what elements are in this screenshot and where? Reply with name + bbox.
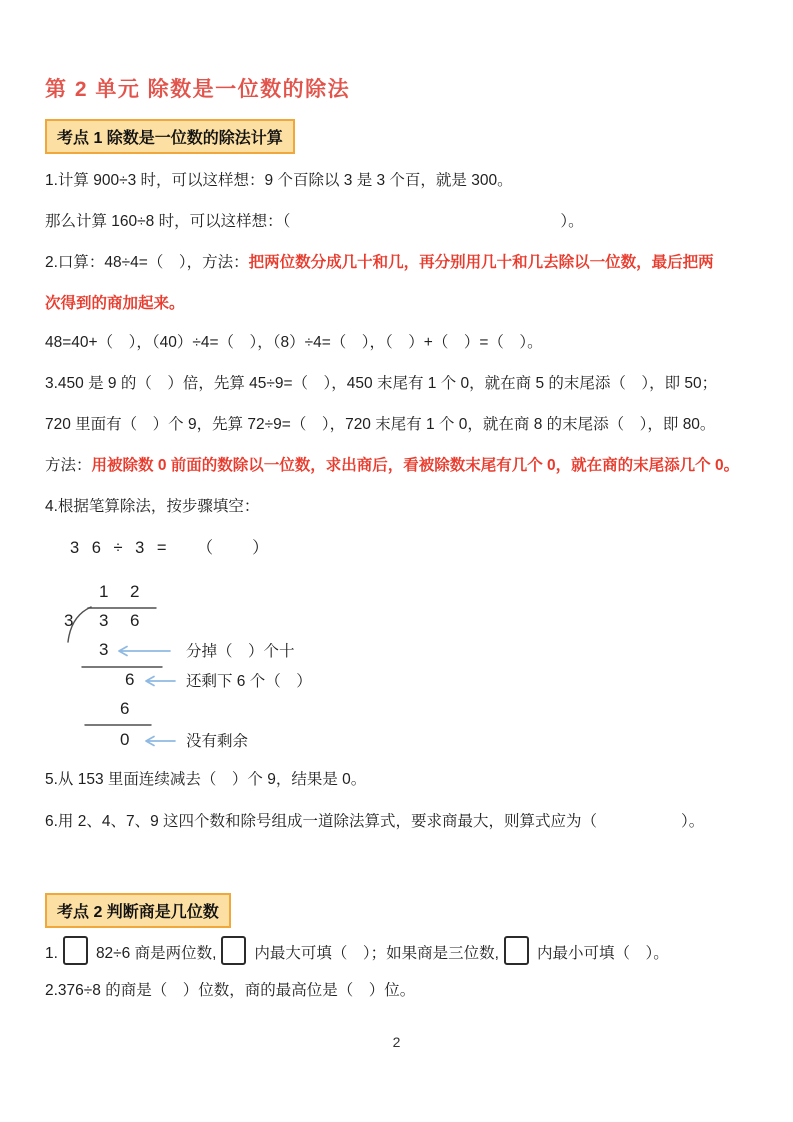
fill-in-box <box>504 936 529 965</box>
section-header-kaodian2: 考点 2 判断商是几位数 <box>45 893 231 928</box>
page-number: 2 <box>392 1034 401 1050</box>
q3-method-label: 方法： <box>45 457 92 474</box>
dividend-ones: 6 <box>130 611 140 630</box>
arrow-left-icon <box>119 647 170 656</box>
step2-label: 还剩下 6 个（ ） <box>186 673 312 690</box>
q2-line3: 48=40+（ ），（40）÷4=（ ），（8）÷4=（ ），（ ）+（ ）=（ ）。 <box>45 334 543 351</box>
divisor: 3 <box>64 611 74 630</box>
k2-q1-number: 1. <box>45 945 58 962</box>
k2-q2-line: 2.376÷8 的商是（ ）位数，商的最高位是（ ）位。 <box>45 982 416 999</box>
q1-line2 <box>45 210 753 233</box>
k2-q1-seg1: 82÷6 商是两位数, <box>95 945 217 962</box>
q4-equation: 3 6 ÷ 3 = <box>70 539 171 557</box>
q2-method-red-part1: 把两位数分成几十和几，再分别用几十和几去除以一位数，最后把两 <box>248 254 714 271</box>
q6-prefix: 6.用 2、4、7、9 这四个数和除号组成一道除法算式，要求商最大，则算式应为（ <box>45 813 598 830</box>
arrow-left-icon <box>146 677 175 686</box>
q3-method-red: 用被除数 0 前面的数除以一位数，求出商后，看被除数末尾有几个 0，就在商的末尾添几个 0。 <box>91 457 740 474</box>
q1-line2-prefix: 那么计算 160÷8 时，可以这样想：（ <box>45 213 291 230</box>
q4-line1: 4.根据笔算除法，按步骤填空： <box>45 498 260 515</box>
q4-equation-line <box>45 537 753 560</box>
step2-value: 6 <box>125 670 135 689</box>
step1-value: 3 <box>99 640 109 659</box>
quotient-ones: 2 <box>130 582 140 601</box>
q6-line <box>45 810 753 833</box>
step3-value: 6 <box>120 699 130 718</box>
q1-line2-suffix: ）。 <box>560 213 584 230</box>
fill-in-box <box>63 936 88 965</box>
q3-line2: 720 里面有（ ）个 9，先算 72÷9=（ ），720 末尾有 1 个 0，就在商 8 的末尾添（ ），即 80。 <box>45 416 716 433</box>
unit-title: 第 2 单元 除数是一位数的除法 <box>45 78 351 101</box>
q5-line: 5.从 153 里面连续减去（ ）个 9，结果是 0。 <box>45 771 367 788</box>
long-division-diagram <box>58 578 428 770</box>
q6-suffix: ）。 <box>681 813 705 830</box>
fill-in-box <box>221 936 246 965</box>
remainder-label: 没有剩余 <box>186 733 249 750</box>
q2-prefix: 2.口算：48÷4=（ ），方法： <box>45 254 249 271</box>
k2-q1-seg2: 内最大可填（ ）；如果商是三位数, <box>254 945 499 962</box>
step1-label: 分掉（ ）个十 <box>186 643 295 660</box>
quotient-tens: 1 <box>99 582 109 601</box>
q3-method-line <box>45 454 753 477</box>
k2-q1-line <box>45 936 753 969</box>
q1-line1: 1.计算 900÷3 时，可以这样想：9 个百除以 3 是 3 个百，就是 300。 <box>45 172 513 189</box>
arrow-left-icon <box>146 737 175 746</box>
q4-equation-blank: （ ） <box>196 539 271 557</box>
k2-q1-seg3: 内最小可填（ ）。 <box>536 945 669 962</box>
q3-line1: 3.450 是 9 的（ ）倍，先算 45÷9=（ ），450 末尾有 1 个 0，就在商 5 的末尾添（ ），即 50； <box>45 375 718 392</box>
q2-line1 <box>45 251 753 274</box>
dividend-tens: 3 <box>99 611 109 630</box>
q2-method-red-part2: 次得到的商加起来。 <box>45 295 185 312</box>
remainder-value: 0 <box>120 730 130 749</box>
section-header-kaodian1: 考点 1 除数是一位数的除法计算 <box>45 119 295 154</box>
